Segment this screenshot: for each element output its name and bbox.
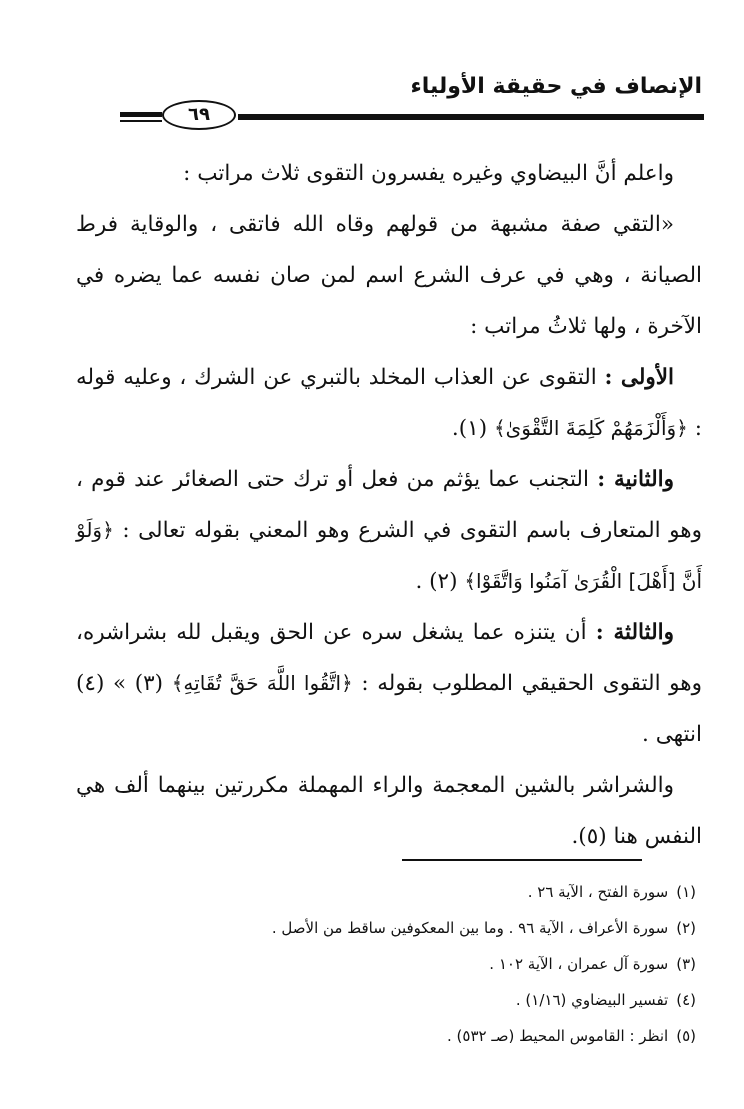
header-rule-left-thin: [120, 120, 162, 122]
third-level-text: أن يتنزه عما يشغل سره عن الحق ويقبل لله بشراشره، وهو التقوى الحقيقي المطلوب بقوله :: [76, 620, 702, 696]
header-rule-right: [238, 114, 704, 120]
paragraph-5: [76, 607, 702, 760]
footnote-ref-1: (١).: [451, 416, 488, 441]
main-text: [76, 148, 702, 862]
first-level-label: الأولى :: [604, 365, 674, 390]
footnote-ref-3-4: (٣) » (٤) انتهى .: [76, 671, 702, 747]
footnote-number: (١): [676, 883, 696, 901]
paragraph-4: [76, 454, 702, 607]
footnote-number: (٢): [676, 919, 696, 937]
paragraph-6: والشراشر بالشين المعجمة والراء المهملة مكررتين بينهما ألف هي النفس هنا (٥).: [76, 773, 702, 849]
paragraph-1: واعلم أنَّ البيضاوي وغيره يفسرون التقوى ثلاث مراتب :: [183, 161, 674, 186]
footnote-text: سورة آل عمران ، الآية ١٠٢ .: [489, 955, 669, 973]
footnote-ref-2: (٢) .: [415, 569, 458, 594]
footnote-text: تفسير البيضاوي (١/١٦) .: [515, 991, 669, 1009]
footnote-text: سورة الفتح ، الآية ٢٦ .: [527, 883, 669, 901]
footnote-separator: [402, 859, 642, 861]
footnote-text: انظر : القاموس المحيط (صـ ٥٣٢) .: [447, 1027, 669, 1045]
footnote-item: [56, 910, 696, 946]
paragraph-2: «التقي صفة مشبهة من قولهم وقاه الله فاتقى ، والوقاية فرط الصيانة ، وهي في عرف الشرع اسم لمن صان نفسه عما يضره في الآخرة ، ولها ثلاثُ مراتب :: [76, 212, 702, 339]
second-level-text: التجنب عما يؤثم من فعل أو ترك حتى الصغائر عند قوم ، وهو المتعارف باسم التقوى في الشرع وهو المعني بقوله تعالى :: [76, 467, 702, 543]
second-level-label: والثانية :: [597, 467, 674, 492]
footnote-number: (٤): [676, 991, 696, 1009]
header-rule-left-thick: [120, 112, 162, 117]
paragraph-3: [76, 352, 702, 454]
footnote-text: سورة الأعراف ، الآية ٩٦ . وما بين المعكوفين ساقط من الأصل .: [271, 919, 669, 937]
page-number: ٦٩: [162, 100, 236, 130]
footnote-item: [56, 1018, 696, 1054]
footnote-item: [56, 982, 696, 1018]
footnote-item: [56, 946, 696, 982]
quran-verse-3: ﴿اتَّقُوا اللَّهَ حَقَّ تُقَاتِهِ﴾: [171, 671, 353, 695]
quran-verse-2: ﴿وَلَوْ أَنَّ [أَهْلَ] الْقُرَىٰ آمَنُوا وَاتَّقَوْا﴾: [76, 518, 702, 593]
footnote-item: [56, 874, 696, 910]
footnotes: [56, 874, 696, 1054]
third-level-label: والثالثة :: [595, 620, 674, 645]
running-header-title: الإنصاف في حقيقة الأولياء: [410, 74, 702, 99]
first-level-text: التقوى عن العذاب المخلد بالتبري عن الشرك ، وعليه قوله :: [76, 365, 702, 441]
footnote-number: (٣): [676, 955, 696, 973]
quran-verse-1: ﴿وَأَلْزَمَهُمْ كَلِمَةَ التَّقْوَىٰ﴾: [493, 416, 688, 440]
footnote-number: (٥): [676, 1027, 696, 1045]
